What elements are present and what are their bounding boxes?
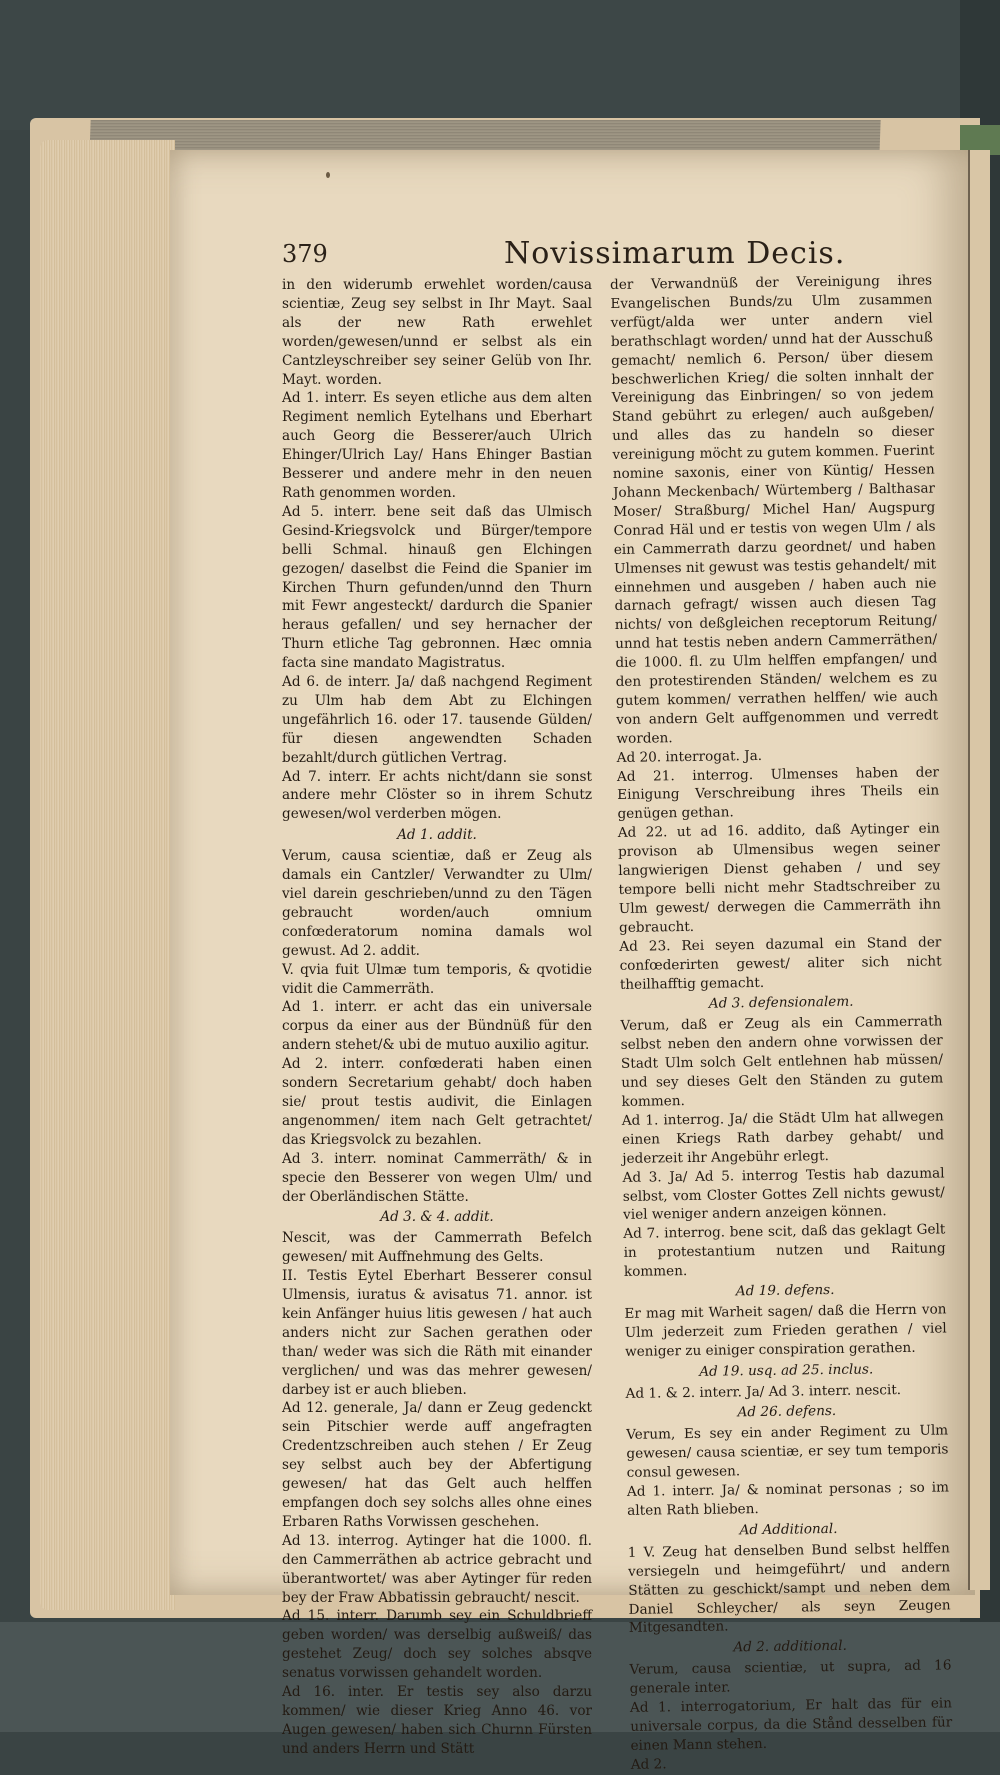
right-text-column bbox=[610, 272, 953, 1775]
facing-page-edge bbox=[968, 150, 990, 1590]
text-paragraph: Ad 1. & 2. interr. Ja/ Ad 3. interr. nescit. bbox=[625, 1381, 902, 1402]
text-paragraph: Verum, causa scientiæ, ut supra, ad 16 generale inter. bbox=[629, 1657, 952, 1698]
text-paragraph: Ad 2. interr. confœderati haben einen sondern Secretarium gehabt/ doch haben sie/ prout testis audivit, die Einlagen angenommen/ item nach Gelt getrachtet/ das Kriegsvolck zu bezahlen. bbox=[282, 1056, 592, 1148]
text-paragraph: Ad 3. Ja/ Ad 5. interrog Testis hab dazumal selbst, vom Closter Gottes Zell nichts gewust/ viel weniger andern anzeigen können. bbox=[622, 1165, 945, 1224]
text-paragraph: Ad 1. interr. Es seyen etliche aus dem alten Regiment nemlich Eytelhans und Eberhart auch Georg die Besserer/auch Ulrich Ehinger/Ulrich Lay/ Hans Ehinger Bastian Besserer und andere mehr in den neuen Rath genommen worden. bbox=[282, 390, 592, 501]
ink-dot bbox=[326, 172, 330, 178]
page-header bbox=[282, 236, 902, 276]
section-heading: Ad 3. & 4. addit. bbox=[380, 1209, 494, 1226]
text-paragraph: Ad 12. generale, Ja/ dann er Zeug gedenckt sein Pitschier werde auff angefragten Credentzschreiben auch stehen / Er Zeug sey selbst auch bey der Abfertigung gewesen/ hat das Gelt auch helffen empfangen doch sey solchs alles ohne eines Erbaren Raths Vorwissen geschehen. bbox=[282, 1400, 592, 1530]
section-heading: Ad 26. defens. bbox=[737, 1403, 837, 1421]
section-heading: Ad 19. usq. ad 25. inclus. bbox=[699, 1361, 874, 1380]
section-heading: Ad 19. defens. bbox=[735, 1281, 835, 1300]
text-paragraph: Ad 21. interrog. Ulmenses haben der Einigung Verschreibung ihres Theils ein genügen gethan. bbox=[616, 764, 940, 823]
book-page-edges bbox=[40, 140, 175, 1610]
section-heading: Ad 3. defensionalem. bbox=[708, 994, 854, 1013]
text-paragraph: Ad 15. interr. Darumb sey ein Schuldbrieff geben worden/ was derselbig außweiß/ das gestehet Zeug/ doch sey solches absqve senatus vorwissen gehandelt worden. bbox=[282, 1608, 592, 1682]
text-paragraph: Verum, Es sey ein ander Regiment zu Ulm gewesen/ causa scientiæ, er sey tum temporis consul gewesen. bbox=[626, 1422, 949, 1482]
text-paragraph: Verum, daß er Zeug als ein Cammerrath selbst neben den andern ohne vorwissen der Stadt Ulm solch Gelt entlehnen hab müssen/ und sey dieses Gelt den Ständen zu gutem kommen. bbox=[620, 1013, 944, 1110]
text-paragraph: II. Testis Eytel Eberhart Besserer consul Ulmensis, iuratus & avisatus 71. annor. ist kein Anfänger huius litis gewesen / hat auch anders nicht zur Sachen gerathen oder than/ weder was sich die Räth mit einander verglichen/ und was das mehrer gewesen/ darbey ist er auch blieben. bbox=[282, 1268, 592, 1398]
text-paragraph: Ad 22. ut ad 16. addito, daß Aytinger ein provison ab Ulmensibus wegen seiner langwierigen Dienst gehaben / und sey tempore belli nicht mehr Stadtschreiber zu Ulm gewest/ derwegen die Cammerräth ihn gebraucht. bbox=[617, 820, 941, 936]
text-paragraph: Ad 1. interr. er acht das ein universale corpus da einer aus der Bündnüß für den andern stehet/& ubi de mutuo auxilio agitur. bbox=[282, 999, 592, 1054]
text-paragraph: Verum, causa scientiæ, daß er Zeug als damals ein Cantzler/ Verwandter zu Ulm/ viel darein geschrieben/unnd zu den Tägen gebraucht worden/auch omnium confœderatorum nomina damals wol gewust. Ad 2. addit. bbox=[282, 848, 592, 959]
text-paragraph: der Verwandnüß der Vereinigung ihres Evangelischen Bunds/zu Ulm zusammen verfügt/alda wer unter andern viel berathschlagt worden/ unnd hat der Ausschuß gemacht/ nemlich 6. Person/ über diesem beschwerlichen Krieg/ die solten innhalt der Vereinigung das Einbringen/ so von jedem Stand gebührt zu erlegen/ auch außgeben/ und alles das zu handeln so dieser vereinigung möcht zu gutem kommen. Fuerint nomine saxonis, einer von Küntig/ Hessen Johann Meckenbach/ Würtemberg / Balthasar Moser/ Straßburg/ Michel Han/ Augspurg Conrad Häl und er testis von wegen Ulm / als ein Cammerrath darzu geordnet/ und haben Ulmenses nit gewust was testis gehandelt/ mit einnehmen und ausgeben / haben auch nie darnach gefragt/ wissen auch diesen Tag nichts/ von deßgleichen receptorum Reitung/ unnd hat testis neben andern Cammerräthen/ die 1000. fl. zu Ulm helffen empfangen/ und den protestirenden Ständen/ welchem es zu gutem kommen/ verrathen helffen/ wie auch von andern Gelt auffgenommen und verredt worden. bbox=[610, 272, 939, 747]
section-heading: Ad Additional. bbox=[739, 1520, 838, 1539]
text-paragraph: Ad 6. de interr. Ja/ daß nachgend Regiment zu Ulm hab dem Abt zu Elchingen ungefährlich 16. oder 17. tausende Gülden/ für diesen angewendten Schaden bezahlt/durch gütlichen Vertrag. bbox=[282, 674, 592, 766]
section-heading: Ad 1. addit. bbox=[397, 827, 477, 844]
text-paragraph: Ad 7. interrog. bene scit, daß das geklagt Gelt in protestantium nutzen und Raitung kommen. bbox=[623, 1221, 946, 1281]
text-paragraph: Ad 2. bbox=[630, 1756, 667, 1773]
section-heading: Ad 2. additional. bbox=[733, 1638, 848, 1656]
text-paragraph: Ad 1. interrogatorium, Er halt das für ein universale corpus, da die Stånd desselben für einen Mann stehen. bbox=[629, 1695, 953, 1754]
text-paragraph: V. qvia fuit Ulmæ tum temporis, & qvotidie vidit die Cammerräth. bbox=[282, 961, 592, 997]
text-paragraph: Ad 3. interr. nominat Cammerräth/ & in specie den Besserer von wegen Ulm/ und der Oberländischen Stätte. bbox=[282, 1150, 592, 1205]
text-paragraph: Ad 1. interrog. Ja/ die Städt Ulm hat allwegen einen Kriegs Rath darbey gehabt/ und jederzeit ihr Angebühr erlegt. bbox=[621, 1108, 945, 1167]
text-paragraph: Ad 23. Rei seyen dazumal ein Stand der confœderirten gewest/ aliter sich nicht theilhafftig gemacht. bbox=[619, 934, 942, 993]
text-paragraph: Ad 20. interrogat. Ja. bbox=[616, 747, 763, 766]
text-paragraph: Ad 7. interr. Er achts nicht/dann sie sonst andere mehr Clöster so in ihrem Schutz gewesen/wol verderben mögen. bbox=[282, 768, 592, 823]
text-paragraph: Ad 1. interr. Ja/ & nominat personas ; so im alten Rath blieben. bbox=[626, 1479, 950, 1519]
running-head: Novissimarum Decis. bbox=[504, 236, 846, 271]
text-paragraph: Ad 5. interr. bene seit daß das Ulmisch Gesind-Kriegsvolck und Bürger/tempore belli Schmal. hinauß gen Elchingen gezogen/ daselbst die Feind die Spanier im Kirchen Thurn gefunden/unnd den Thurn mit Fewr angesteckt/ dardurch die Spanier heraus gefallen/ und sey hernacher der Thurn etliche Tag gebronnen. Hæc omnia facta sine mandato Magistratus. bbox=[282, 503, 592, 672]
left-text-column bbox=[282, 276, 592, 1759]
text-paragraph: Ad 13. interrog. Aytinger hat die 1000. fl. den Cammerräthen ab actrice gebracht und überantwortet/ was aber Aytinger für reden bey der Fraw Abbatissin gebraucht/ nescit. bbox=[282, 1532, 592, 1606]
page-number: 379 bbox=[282, 240, 328, 268]
background-top bbox=[0, 0, 1000, 130]
text-paragraph: Er mag mit Warheit sagen/ daß die Herrn von Ulm jederzeit zum Frieden gerathen / viel weniger zu einiger conspiration gerathen. bbox=[624, 1301, 947, 1360]
text-paragraph: in den widerumb erwehlet worden/causa scientiæ, Zeug sey selbst in Ihr Mayt. Saal als der new Rath erwehlet worden/gewesen/unnd er selbst als ein Cantzleyschreiber sey seiner Gelüb von Ihr. Mayt. worden. bbox=[282, 277, 592, 388]
text-paragraph: 1 V. Zeug hat denselben Bund selbst helffen versiegeln und heimgeführt/ und andern Stätten zu geschickt/sampt und neben dem Daniel Schleycher/ als seyn Zeugen Mitgesandten. bbox=[627, 1540, 951, 1637]
text-paragraph: Ad 16. inter. Er testis sey also darzu kommen/ wie dieser Krieg Anno 46. vor Augen gewesen/ haben sich Churnn Fürsten und anders Herrn und Stätt bbox=[282, 1684, 592, 1757]
text-paragraph: Nescit, was der Cammerrath Befelch gewesen/ mit Auffnehmung des Gelts. bbox=[282, 1230, 592, 1266]
